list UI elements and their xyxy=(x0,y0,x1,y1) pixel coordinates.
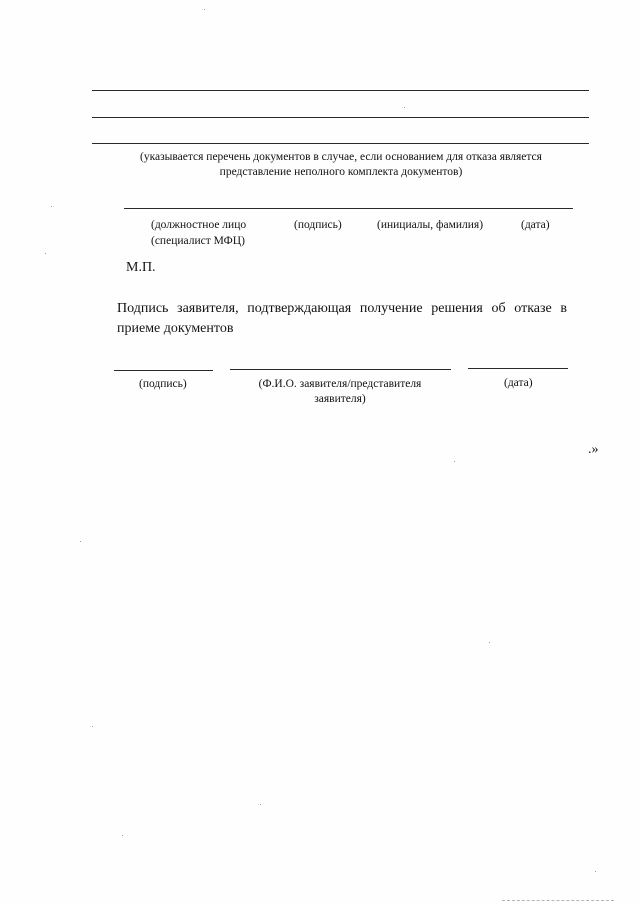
document-list-line-2 xyxy=(92,117,589,118)
applicant-paragraph-line-1: Подпись заявителя, подтверждающая получение решения об отказе в xyxy=(117,301,567,316)
applicant-date-line xyxy=(468,368,568,369)
scan-speck xyxy=(51,206,52,207)
official-signature-line xyxy=(124,208,573,209)
document-list-line-3 xyxy=(92,143,589,144)
applicant-name-label-line-2: заявителя) xyxy=(314,393,366,405)
official-position-label-line-1: (должностное лицо xyxy=(151,219,247,231)
scan-speck xyxy=(489,642,490,643)
official-signature-label: (подпись) xyxy=(294,219,342,231)
official-position-label-line-2: (специалист МФЦ) xyxy=(151,235,245,247)
applicant-name-label-line-1: (Ф.И.О. заявителя/представителя xyxy=(258,378,422,390)
official-date-label: (дата) xyxy=(521,219,550,231)
applicant-name-line xyxy=(230,369,451,370)
scan-speck xyxy=(454,461,455,462)
document-list-caption-line-2: представление неполного комплекта документов) xyxy=(219,166,463,178)
stamp-label: М.П. xyxy=(126,260,156,275)
scan-speck xyxy=(122,835,123,836)
scan-speck xyxy=(204,9,205,10)
scan-speck xyxy=(45,253,46,254)
scan-speck xyxy=(595,871,596,872)
official-initials-label: (инициалы, фамилия) xyxy=(377,219,484,231)
applicant-signature-label: (подпись) xyxy=(139,378,187,390)
scan-speck xyxy=(404,107,405,108)
document-list-caption-line-1: (указывается перечень документов в случае, если основанием для отказа является xyxy=(140,151,542,163)
document-list-line-1 xyxy=(92,90,589,91)
scan-speck xyxy=(260,804,261,805)
scan-speck xyxy=(92,726,93,727)
scan-speck xyxy=(80,541,81,542)
applicant-date-label: (дата) xyxy=(504,377,533,389)
closing-quote: .» xyxy=(588,442,599,457)
scan-edge-line xyxy=(502,900,614,901)
applicant-paragraph-line-2: приеме документов xyxy=(117,321,234,336)
applicant-signature-line xyxy=(114,370,213,371)
